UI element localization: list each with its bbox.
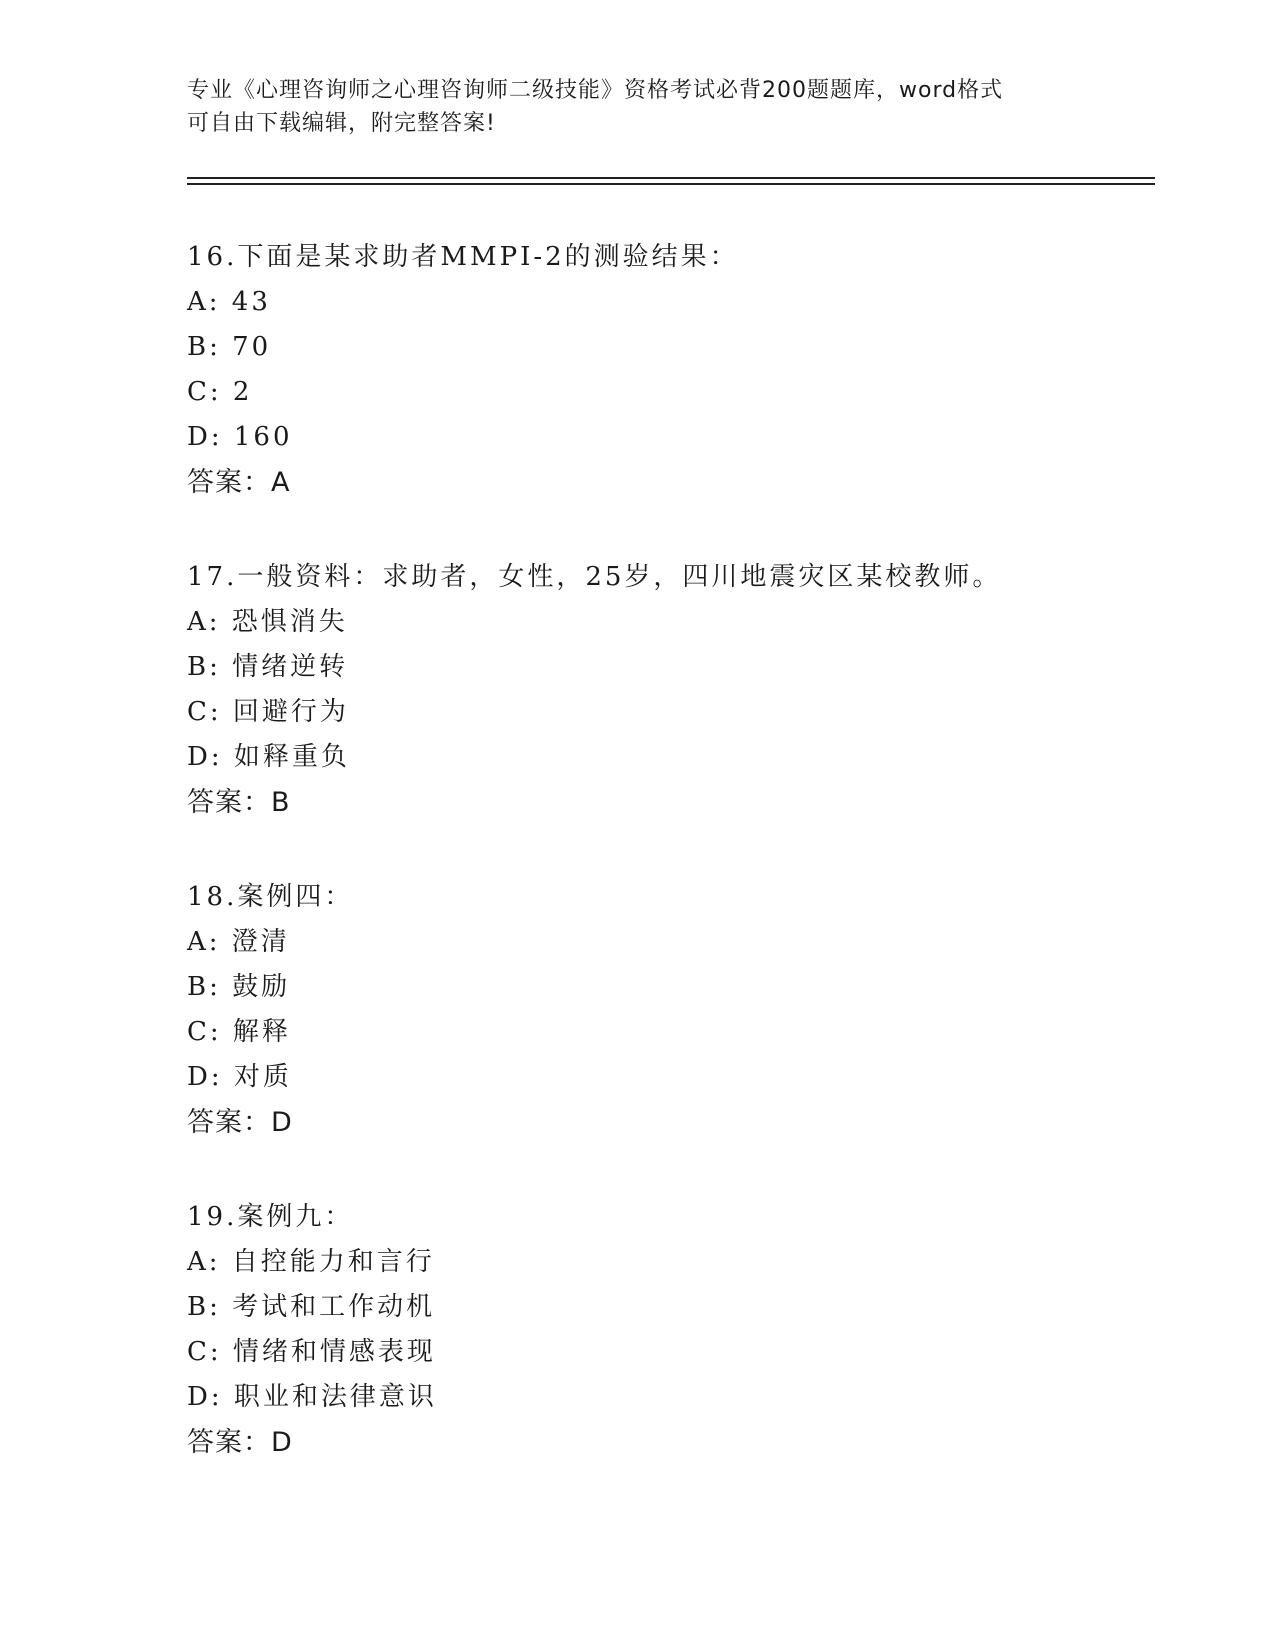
- option-d: D: 职业和法律意识: [187, 1382, 437, 1412]
- option-a: A: 自控能力和言行: [187, 1247, 435, 1277]
- option-b: B: 70: [187, 332, 272, 362]
- question-16: [187, 235, 1155, 555]
- question-stem: 16.下面是某求助者MMPI-2的测验结果：: [187, 242, 739, 272]
- question-list: [187, 235, 1155, 1515]
- option-d: D: 如释重负: [187, 742, 350, 772]
- header-divider-bottom: [187, 183, 1155, 185]
- option-b: B: 考试和工作动机: [187, 1292, 436, 1322]
- option-c: C: 2: [187, 377, 253, 407]
- option-b: B: 情绪逆转: [187, 652, 349, 682]
- answer-label: 答案：B: [187, 787, 291, 818]
- option-d: D: 160: [187, 422, 293, 452]
- option-a: A: 43: [187, 287, 271, 317]
- header-line-2: 可自由下载编辑，附完整答案!: [187, 111, 496, 136]
- header-divider-top: [187, 177, 1155, 179]
- option-b: B: 鼓励: [187, 972, 291, 1002]
- question-17: [187, 555, 1155, 875]
- answer-label: 答案：D: [187, 1107, 293, 1138]
- option-d: D: 对质: [187, 1062, 292, 1092]
- option-c: C: 情绪和情感表现: [187, 1337, 436, 1367]
- option-c: C: 回避行为: [187, 697, 349, 727]
- answer-label: 答案：A: [187, 467, 291, 498]
- question-19: [187, 1195, 1155, 1515]
- document-header: [187, 74, 1087, 140]
- option-a: A: 澄清: [187, 927, 290, 957]
- question-18: [187, 875, 1155, 1195]
- option-a: A: 恐惧消失: [187, 607, 348, 637]
- question-stem: 18.案例四：: [187, 882, 354, 912]
- question-stem: 17.一般资料：求助者，女性，25岁，四川地震灾区某校教师。: [187, 562, 1002, 592]
- header-line-1: 专业《心理咨询师之心理咨询师二级技能》资格考试必背200题题库，word格式: [187, 78, 1004, 103]
- question-stem: 19.案例九：: [187, 1202, 354, 1232]
- option-c: C: 解释: [187, 1017, 291, 1047]
- answer-label: 答案：D: [187, 1427, 293, 1458]
